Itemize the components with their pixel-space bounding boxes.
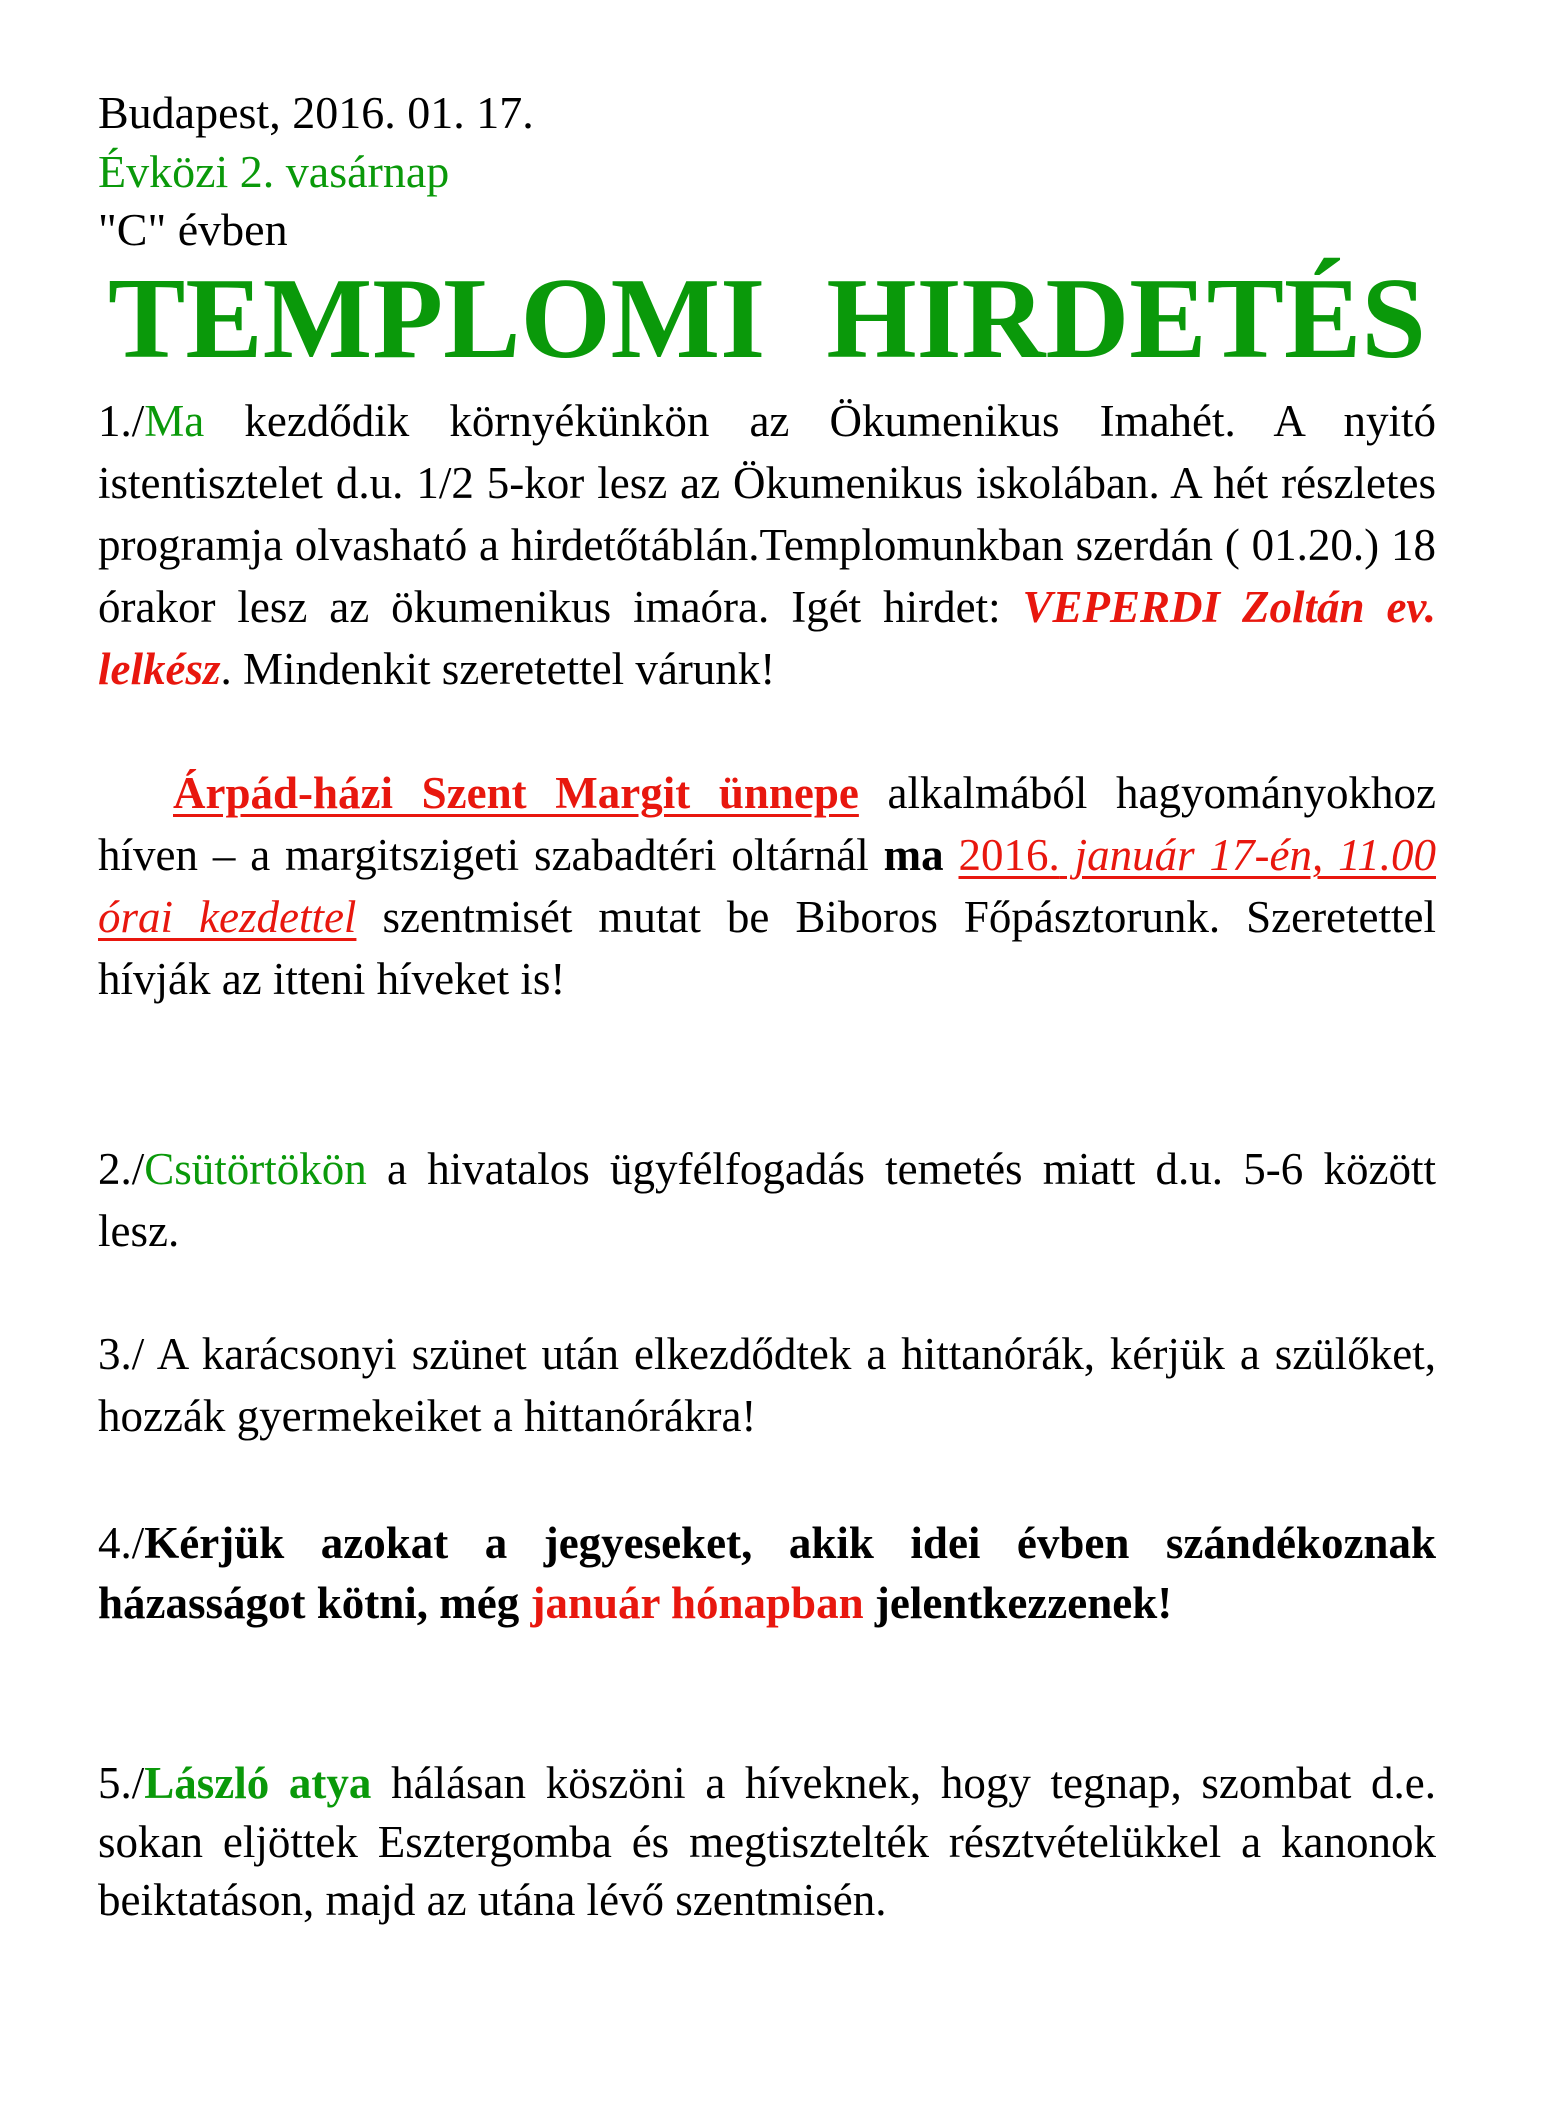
announcement-text: kezdődik környékünkön az Ökumenikus Imahét. A nyitó istentisztelet d.u. 1/2 5-kor lesz az Ökumenikus iskolában. A hét részletes programja olvasható a hirdetőtáblán.Templomunkban szerdán ( 01.20.) 18 órakor lesz az ökumenikus imaóra. Igét hirdet: [98,396,1436,632]
announcement-text: A karácsonyi szünet után elkezdődtek a hittanórák, kérjük a szülőket, hozzák gyermekeiket a hittanórákra! [98,1329,1436,1441]
announcement-4 [98,1514,1436,1633]
deadline-highlight: január hónapban [530,1577,864,1628]
liturgical-day: Évközi 2. vasárnap [98,146,450,197]
speaker-name: VEPERDI Zoltán ev. lelkész [98,582,1436,694]
announcement-number: 2./ [98,1144,145,1194]
announcement-number: 3./ [98,1329,145,1379]
bold-today: ma [883,830,944,880]
mass-date-year: 2016. [958,830,1060,880]
announcement-1-feast [98,762,1436,1010]
feast-text-end: szentmisét mutat be Biboros Főpásztorunk. Szeretettel hívják az itteni híveket is! [98,892,1436,1004]
liturgical-year: "C" évben [98,204,288,255]
announcement-text-end: . Mindenkit szeretettel várunk! [220,644,776,694]
feast-name: Árpád-házi Szent Margit ünnepe [173,768,859,818]
page-title: TEMPLOMI HIRDETÉS [108,255,1426,383]
announcement-text-end: jelentkezzenek! [863,1577,1173,1628]
announcement-2 [98,1138,1436,1262]
announcement-5 [98,1754,1436,1930]
mass-date-rest: január 17-én, 11.00 órai kezdettel [98,830,1436,942]
announcement-keyword: László atya [144,1758,372,1808]
announcement-text: a hivatalos ügyfélfogadás temetés miatt d.u. 5-6 között lesz. [98,1144,1436,1256]
announcement-keyword: Csütörtökön [144,1144,367,1194]
announcement-number: 1./ [98,396,145,446]
feast-text: alkalmából hagyományokhoz híven – a margitszigeti szabadtéri oltárnál [98,768,1436,880]
announcement-3 [98,1323,1436,1447]
announcement-keyword: Ma [144,396,205,446]
announcement-text: hálásan köszöni a híveknek, hogy tegnap, szombat d.e. sokan eljöttek Esztergomba és megtisztelték résztvételükkel a kanonok beiktatáson, majd az utána lévő szentmisén. [98,1758,1436,1926]
announcement-1 [98,390,1436,700]
announcement-text: Kérjük azokat a jegyeseket, akik idei évben szándékoznak házasságot kötni, még [98,1518,1436,1628]
announcement-number: 4./ [98,1518,145,1568]
place-date: Budapest, 2016. 01. 17. [98,87,534,138]
announcement-number: 5./ [98,1758,145,1808]
